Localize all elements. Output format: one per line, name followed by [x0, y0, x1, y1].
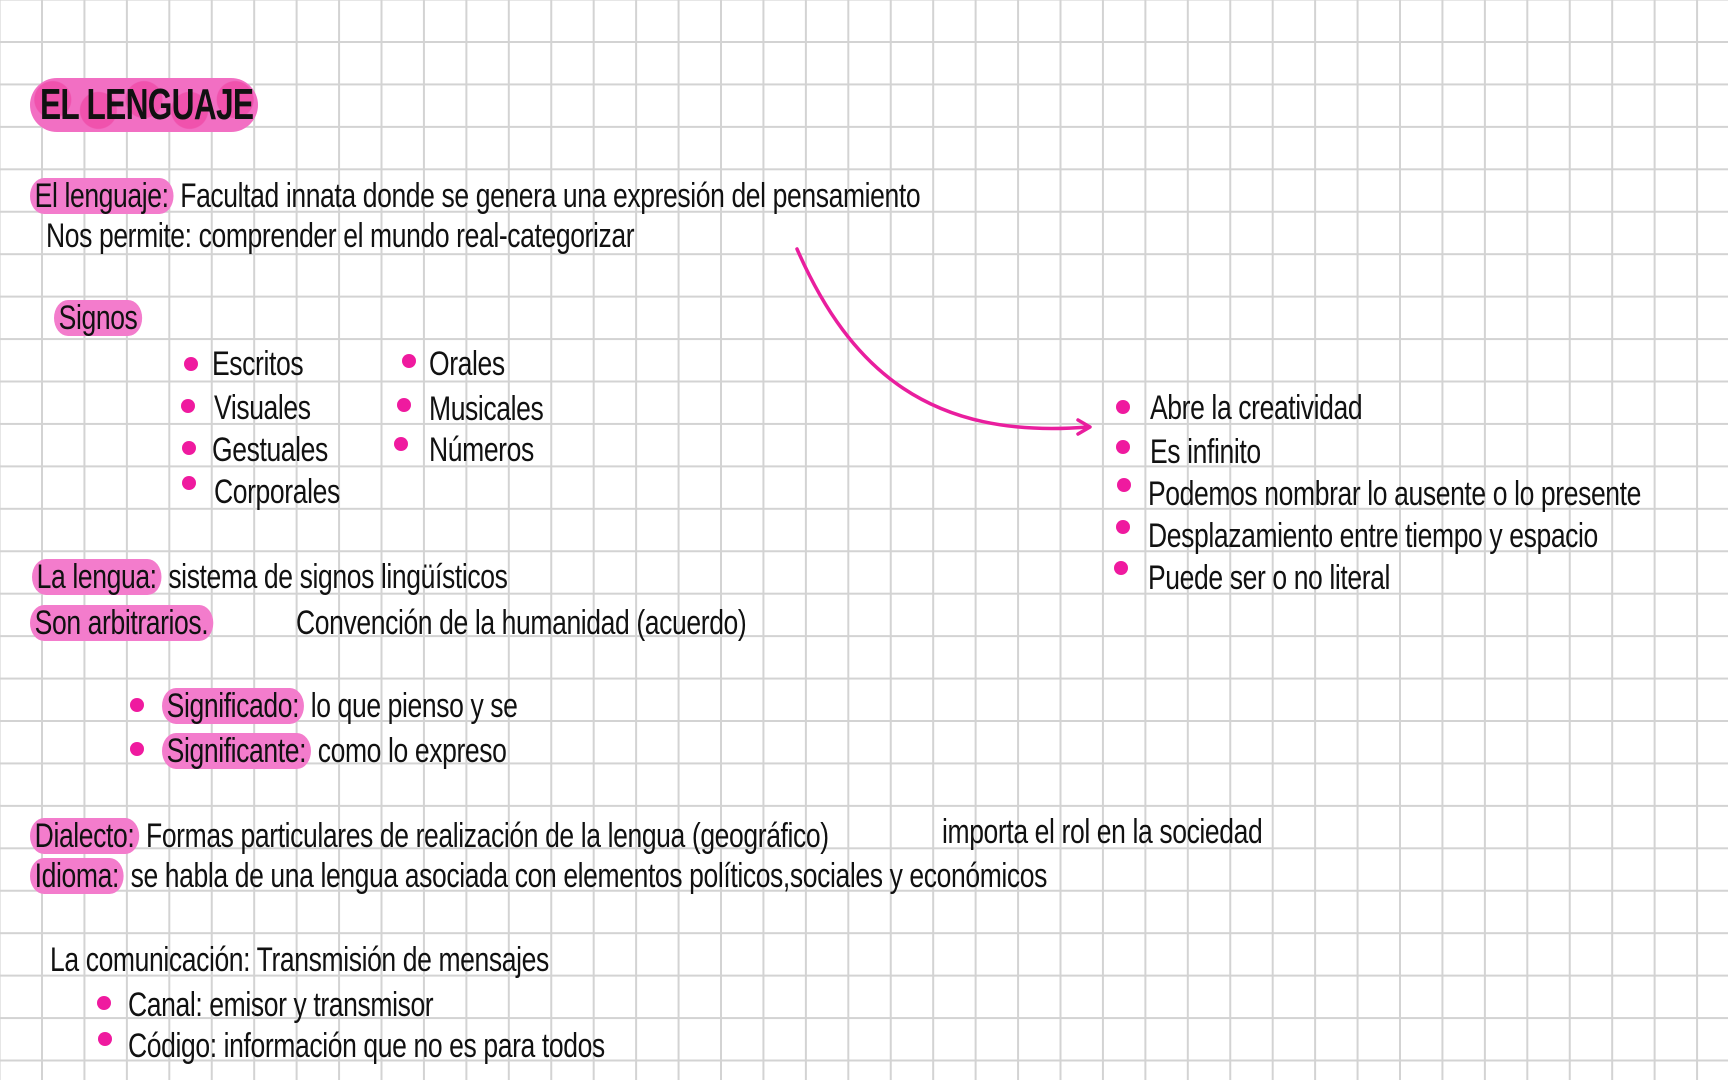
- definition-text: Facultad innata donde se genera una expresión del pensamiento: [180, 177, 921, 215]
- signo-item: Números: [429, 431, 534, 469]
- arbitrarios-line: [30, 603, 265, 643]
- bullet-icon: [182, 441, 196, 455]
- bullet-icon: [1116, 400, 1130, 414]
- signo-item: Visuales: [214, 389, 311, 427]
- property-item: Abre la creatividad: [1150, 389, 1363, 427]
- signo-item: Musicales: [429, 390, 544, 428]
- idioma-line: Idioma: se habla de una lengua asociada con elementos políticos,sociales y económicos: [30, 856, 1334, 896]
- bullet-icon: [394, 437, 408, 451]
- lengua-line: La lengua: sistema de signos lingüísticos: [32, 557, 642, 597]
- bullet-icon: [98, 1032, 112, 1046]
- significado-line: Significado: lo que pienso y se: [162, 686, 618, 726]
- page-title: EL LENGUAJE: [40, 80, 254, 129]
- signo-item: Escritos: [212, 345, 304, 383]
- bullet-icon: [97, 996, 111, 1010]
- bullet-icon: [130, 742, 144, 756]
- comunicacion-item: Código: información que no es para todos: [128, 1027, 605, 1065]
- signo-item: Corporales: [214, 473, 340, 511]
- dialecto-note: importa el rol en la sociedad: [942, 813, 1263, 851]
- definition-line2: Nos permite: comprender el mundo real-categorizar: [46, 217, 635, 255]
- bullet-icon: [1116, 520, 1130, 534]
- bullet-icon: [181, 399, 195, 413]
- property-item: Es infinito: [1150, 433, 1261, 471]
- bullet-icon: [1117, 478, 1131, 492]
- bullet-icon: [402, 354, 416, 368]
- comunicacion-item: Canal: emisor y transmisor: [128, 986, 434, 1024]
- bullet-icon: [1114, 561, 1128, 575]
- comunicacion-heading: La comunicación: Transmisión de mensajes: [50, 941, 549, 979]
- lengua-term-highlight: La lengua:: [32, 559, 161, 595]
- dialecto-line: Dialecto: Formas particulares de realización de la lengua (geográfico): [30, 816, 1054, 856]
- bullet-icon: [130, 698, 144, 712]
- signo-item: Gestuales: [212, 431, 328, 469]
- property-item: Podemos nombrar lo ausente o lo presente: [1148, 475, 1642, 513]
- definition-term-highlight: El lenguaje:: [30, 178, 173, 214]
- significante-line: Significante: como lo expreso: [162, 731, 604, 771]
- bullet-icon: [397, 398, 411, 412]
- signo-item: Orales: [429, 345, 505, 383]
- bullet-icon: [182, 476, 196, 490]
- property-item: Puede ser o no literal: [1148, 559, 1391, 597]
- arbitrarios-term-highlight: Son arbitrarios.: [30, 605, 213, 641]
- bullet-icon: [1116, 440, 1130, 454]
- signos-heading: Signos: [54, 298, 167, 338]
- arbitrarios-text: Convención de la humanidad (acuerdo): [296, 604, 747, 642]
- bullet-icon: [184, 357, 198, 371]
- property-item: Desplazamiento entre tiempo y espacio: [1148, 517, 1598, 555]
